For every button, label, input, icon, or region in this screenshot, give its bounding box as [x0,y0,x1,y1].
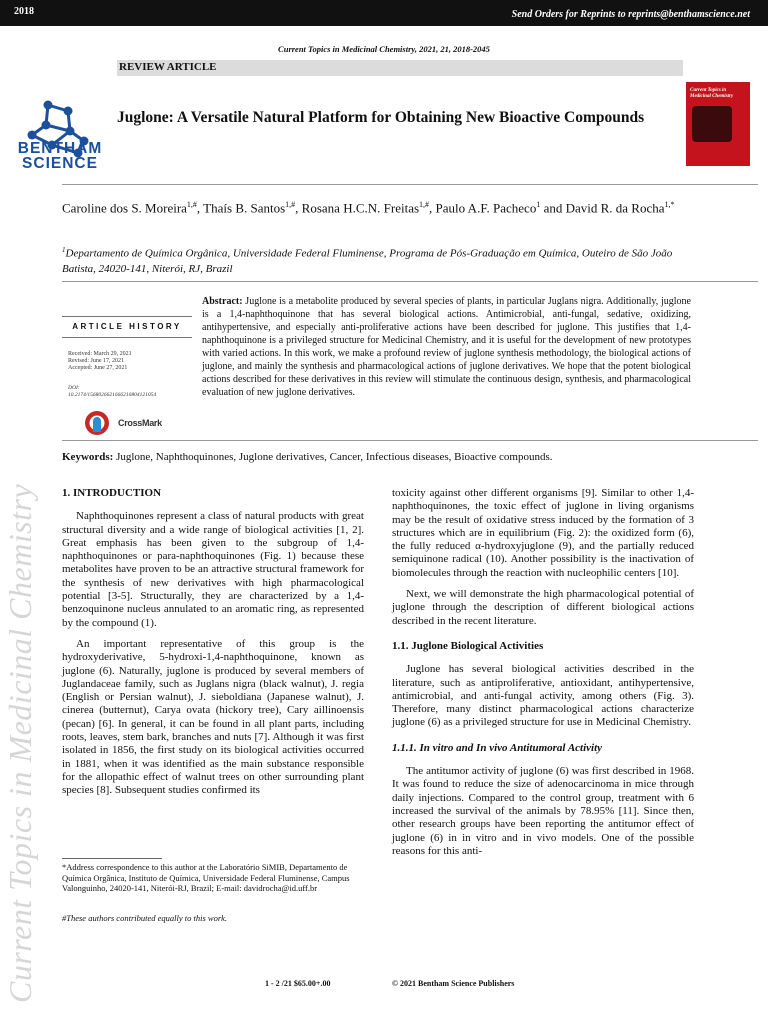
revised-date: Revised: June 17, 2021 [68,358,124,364]
intro-paragraph-1: Naphthoquinones represent a class of natural products with great structural diversity and a wide range of biological activities [1, 2]. Great emphasis has been given to the subgroup of 1,4-naphthoquinones or para-naphthoquinones (Fig. 1) because these metabolites have proven to be an attractive structural framework for the synthesis of new derivatives with high pharmacological potential [3-5]. Structurally, they are characterized by a 1,4-benzoquinone nucleus annulated to an aromatic ring, as represented by the compound (1). [62,510,364,629]
keywords-label: Keywords: [62,451,114,463]
doi-link[interactable]: 10.2174/1568026621666210804121054 [68,391,157,398]
crossmark-label[interactable]: CrossMark [118,418,162,428]
keywords-text: Juglone, Naphthoquinones, Juglone derivatives, Cancer, Infectious diseases, Bioactive compounds. [116,451,553,463]
abstract-divider [62,440,758,441]
abstract-label: Abstract: [202,296,243,307]
right-paragraph-4: The antitumor activity of juglone (6) was first described in 1968. It was found to reduce the size of adenocarcinoma in mice through daily injections. Compared to the control group, treatment with 6 increased the survival of the animals by 78.95% [11]. Since then, other research groups have been reporting the antitumor effect of juglone (6) in in vitro and in vivo models. One of the possible reasons for this anti- [392,765,694,857]
page-number: 2018 [14,6,34,17]
footnote-rule [62,858,162,859]
received-date: Received: March 29, 2021 [68,351,132,357]
article-history-dates [68,351,198,372]
right-paragraph-1: toxicity against other different organisms [9]. Similar to other 1,4-naphthoquinones, the toxic effect of juglone in living organisms may be the result of oxidative stress induced by the formation of 3 structures which are in equilibrium (Fig. 2): the oxidized form (6), the fully reduced α-hydroxyjuglone (9), and the partially reduced semiquinone radical (10). Another possibility is the inactivation of biomolecules through the reaction with nucleophilic centers [10]. [392,487,694,579]
intro-paragraph-2: An important representative of this group is the hydroxyderivative, 5-hydroxi-1,4-naphthoquinone, known as juglone (6). Naturally, juglone is produced by several members of Juglandaceae family, such as Juglans nigra (black walnut), J. regia (English or Persian walnut), J. sieboldiana (Japanese walnut), J. cinerea (butternut), Carya ovata (hickory tree), Cary aillinoensis (pecan) [6]. In general, it can be found in all plant parts, including roots, leaves, stem bark, branches and nuts [7]. Although it was first isolated in 1856, the first study on its biological activities occurred in 1881, when it was identified as the main substance responsible for the allopathic effect of walnut trees on other surrounding plant species [8]. Subsequent studies confirmed its [62,637,364,797]
article-title: Juglone: A Versatile Natural Platform for Obtaining New Bioactive Compounds [117,109,645,126]
side-journal-name: Current Topics in Medicinal Chemistry [2,483,38,1003]
subsection-heading-activities: 1.1. Juglone Biological Activities [392,639,544,652]
footer-copyright: © 2021 Bentham Science Publishers [392,979,515,988]
journal-citation: Current Topics in Medicinal Chemistry, 2021, 21, 2018-2045 [278,44,490,54]
right-column [392,487,694,858]
reprints-note[interactable]: Send Orders for Reprints to reprints@benthamscience.net [511,9,750,20]
article-history-heading: ARTICLE HISTORY [62,316,192,338]
section-heading-introduction: 1. INTRODUCTION [62,487,162,499]
subsubsection-heading-antitumoral: 1.1.1. In vitro and In vivo Antitumoral Activity [392,741,603,754]
footer-price: 1 - 2 /21 $65.00+.00 [265,979,331,988]
top-bar [0,0,768,26]
author-list: Caroline dos S. Moreira$^{1,\#}$, Thaís B. Santos$^{1,\#}$, Rosana H.C.N. Freitas$^{1,\#}$, Paulo A.F. Pacheco$^1$ and David R. da Rocha$^{1,*}$ [62,200,675,216]
crossmark-icon[interactable] [84,410,110,436]
abstract [202,295,691,399]
affiliation: $^1$Departamento de Química Orgânica, Universidade Federal Fluminense, Programa de Pós-Graduação em Química, Outeiro de São João Batista, 24020-141, Niterói, RJ, Brazil [62,246,673,275]
equal-contribution-footnote: #These authors contributed equally to this work. [62,913,228,923]
right-paragraph-2: Next, we will demonstrate the high pharmacological potential of juglone through the description of different biological actions described in the recent literature. [392,588,694,627]
affiliation-divider [62,281,758,282]
doi-block [68,385,198,398]
correspondence-footnote: *Address correspondence to this author at the Laboratório SiMIB, Departamento de Química Orgânica, Instituto de Química, Universidade Federal Fluminense, Campus Valonguinho, 24020-141, Niterói-RJ, Brazil; E-mail: davidrocha@id.uff.br [62,862,350,893]
abstract-text: Juglone is a metabolite produced by several species of plants, in particular Juglans nigra. Additionally, juglone is a 1,4-naphthoquinone that has several biological actions. Antimicrobial, anti-fungal, sedative, oxidizing, antihypertensive, and especially anti-proliferative actions have been described for juglone. This justifies that 1,4-naphthoquinone is a privileged structure for Medicinal Chemistry, and it is useful for the development of new prototypes with varied actions. In this work, we make a profound review of juglone synthesis methodology, the biological actions of juglone, and mainly the synthesis and pharmacological actions of juglone derivatives. We hope that the potent biological actions described for these derivatives in this review will stimulate the continuous design, synthesis, and pharmacological evaluation of new juglone derivatives. [202,296,691,398]
journal-cover-image [686,82,750,166]
cover-title: Current Topics in Medicinal Chemistry [690,88,734,99]
accepted-date: Accepted: June 27, 2021 [68,365,128,371]
article-type: REVIEW ARTICLE [119,61,217,73]
cover-art [692,106,732,142]
left-column [62,487,364,798]
right-paragraph-3: Juglone has several biological activities described in the literature, such as antiproliferative, antioxidant, antihypertensive, antimicrobial, and anti-fungal activity, among others (Fig. 3). Therefore, many distinct pharmacological actions characterize juglone (6) as a privileged structure for use in Medicinal Chemistry. [392,663,694,729]
doi-label: DOI: [68,385,80,391]
article-type-band [117,60,683,76]
header-divider [62,184,758,185]
bentham-logo-text: BENTHAM SCIENCE [17,140,103,172]
keywords [62,451,752,464]
